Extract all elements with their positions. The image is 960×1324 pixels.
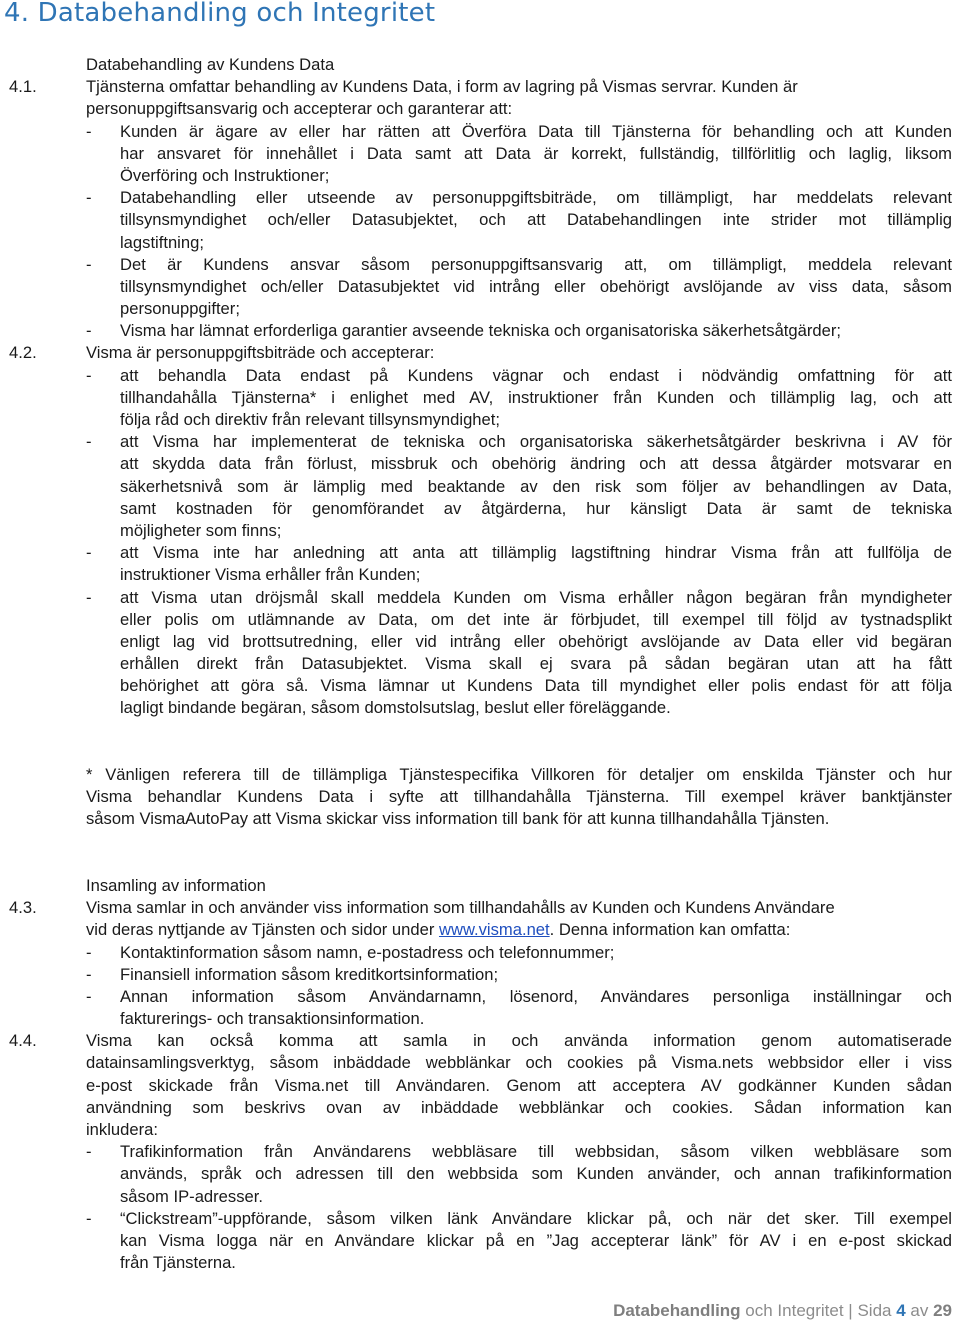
section-heading-text: Insamling av information: [86, 875, 266, 895]
bullet-item: - “Clickstream”-uppförande, såsom vilken länk Användare klickar på, och när det sker. Till exempel: [86, 1208, 952, 1228]
clause-4-4: 4.4. Visma kan också komma att samla in och använda information genom automatiserade: [0, 1030, 960, 1052]
bullet-item: - Kunden är ägare av eller har rätten att Överföra Data till Tjänsterna för behandling och att Kunden: [86, 121, 952, 141]
clause-number: 4.4.: [9, 1031, 37, 1051]
clause-4-2: 4.2. Visma är personuppgiftsbiträde och accepterar:: [0, 342, 960, 364]
page-total: 29: [933, 1301, 952, 1320]
document-body: Databehandling av Kundens Data 4.1. Tjänsterna omfattar behandling av Kundens Data, i form av lagring på Vismas servrar. Kunden är personuppgiftsansvarig och accepterar och garanterar att: - Kunden är ägare av eller har rätten att Överföra Data till Tjänsterna för behandling och att Kunden har ansvaret för innehållet i Data samt att Data är korrekt, fullständig, tillförlitlig och laglig, liksom Överföring och Instruktioner; - Databehandling eller utseende av personuppgiftsbiträde, om tillämpligt, har meddelats relevant tillsynsmyndighet och/eller Datasubjektet, och att Databehandlingen inte strider mot tillämplig lagstiftning; - Det är Kundens ansvar såsom personuppgiftsansvarig att, om tillämpligt, meddela relevant tillsynsmyndighet och/eller Datasubjektet vid intrång eller obehörigt avslöjande av viss data, såsom personuppgifter; - Visma har lämnat erforderliga garantier avseende tekniska och organisatoriska säkerhetsåtgärder; 4.2. Visma är personuppgiftsbiträde och accepterar: - att behandla Data endast på Kundens vägnar och endast i nödvändig omfattning för att tillhandahålla Tjänsterna* i enlighet med AV, instruktioner från Kunden och tillämplig lag, och att följa råd och direktiv från relevant tillsynsmyndighet; - att Visma har implementerat de tekniska och organisatoriska säkerhetsåtgärder beskrivna i AV för att skydda data från förlust, missbruk och obehörig ändring och att dessa åtgärder motsvarar en säkerhetsnivå som är lämplig med beaktande av den risk som följer av behandlingen av Data, samt kostnaden för genomförandet av åtgärderna, hur känsligt Data är samt de tekniska möjligheter som finns; - att Visma inte har anledning att anta att tillämplig lagstiftning hindrar Visma från att fullfölja de instruktioner Visma erhåller från Kunden; - att Visma utan dröjsmål skall meddela Kunden om Visma erhåller någon begäran från myndigheter eller polis om utlämnande av Data, om det inte är förbjudet, till exempel till följd av tystnadsplikt enligt lag vid brottsutredning, eller vid intrång eller obehörigt avslöjande av Data eller vid begäran erhållen direkt från Datasubjektet. Visma skall ej svara på sådan begäran utan att ha fått behörighet att göra så. Visma lämnar ut Kundens Data till myndighet eller polis endast för att följa lagligt bindande begäran, såsom domstolsutslag, beslut eller föreläggande. * Vänligen referera till de tillämpliga Tjänstespecifika Villkoren för detaljer om enskilda Tjänster och hur Visma behandlar Kundens Data i syfte att tillhandahålla Tjänsterna. Till exempel kräver banktjänster såsom VismaAutoPay att Visma skickar viss information till bank för att kunna tillhandahålla Tjänsten. Insamling av information 4.3. Visma samlar in och använder viss information som tillhandahålls av Kunden och Kundens Användare vid deras nyttjande av Tjänsten och sidor under www.visma.net. Denna information kan omfatta: - Kontaktinformation såsom namn, e-postadress och telefonnummer; - Finansiell information såsom kreditkortsinformation; - Annan information såsom Användarnamn, lösenord, Användares personliga inställningar och fakturerings- och transaktionsinformation. 4.4. Visma kan också komma att samla in och använda information genom automatiserade datainsamlingsverktyg, såsom inbäddade webblänkar och cookies på Visma.nets webbsidor eller i viss e-post skickade från Visma.net till Användaren. Genom att acceptera AV godkänner Kunden sådan användning som beskrivs ovan av inbäddade webblänkar och cookies. Sådan information kan inkludera: - Trafikinformation från Användarens webbläsare till webbsidan, såsom vilken webbläsare som används, språk och adressen till den webbsida som Kunden använder, och annan trafikinformation såsom IP-adresser. - “Clickstream”-uppförande, såsom vilken länk Användare klickar på, och när det sker. Till exempel kan Visma logga när en Användare klickar på en ”Jag accepterar länk” för AV i en e-post skickad från Tjänsterna.: [0, 54, 960, 1274]
bullet-item: - att behandla Data endast på Kundens vägnar och endast i nödvändig omfattning för att: [86, 365, 952, 385]
bullet-item: - att Visma inte har anledning att anta att tillämplig lagstiftning hindrar Visma från att fullfölja de: [86, 543, 952, 563]
page-title: 4. Databehandling och Integritet: [4, 0, 436, 28]
bullet-item: - Trafikinformation från Användarens webbläsare till webbsidan, såsom vilken webbläsare som: [86, 1142, 952, 1162]
clause-number: 4.3.: [9, 898, 37, 918]
section-heading-4-3: [0, 875, 960, 897]
bullet-item: - Kontaktinformation såsom namn, e-postadress och telefonnummer;: [86, 942, 615, 962]
bullet-item: - Det är Kundens ansvar såsom personuppgiftsansvarig att, om tillämpligt, meddela relevant: [86, 254, 952, 274]
clause-number: 4.2.: [9, 343, 37, 363]
bullet-item: - Annan information såsom Användarnamn, lösenord, Användares personliga inställningar och: [86, 986, 952, 1006]
clause-4-3: 4.3. Visma samlar in och använder viss information som tillhandahålls av Kunden och Kundens Användare: [0, 897, 960, 919]
bullet-item: - Databehandling eller utseende av personuppgiftsbiträde, om tillämpligt, har meddelats relevant: [86, 188, 952, 208]
footer-title: Databehandling: [613, 1301, 741, 1320]
section-heading-text: Databehandling av Kundens Data: [86, 55, 335, 74]
section-heading-4-1: [0, 54, 960, 76]
bullet-item: - att Visma utan dröjsmål skall meddela Kunden om Visma erhåller någon begäran från myndigheter: [86, 587, 952, 607]
footnote: * Vänligen referera till de tillämpliga Tjänstespecifika Villkoren för detaljer om enskilda Tjänster och hur: [86, 765, 952, 785]
clause-4-1: 4.1. Tjänsterna omfattar behandling av Kundens Data, i form av lagring på Vismas servrar. Kunden är: [0, 76, 960, 98]
bullet-item: - att Visma har implementerat de tekniska och organisatoriska säkerhetsåtgärder beskrivna i AV för: [86, 432, 952, 452]
visma-net-link[interactable]: www.visma.net: [438, 920, 550, 940]
bullet-item: - Visma har lämnat erforderliga garantier avseende tekniska och organisatoriska säkerhetsåtgärder;: [86, 321, 841, 341]
page-number: 4: [896, 1301, 906, 1320]
page-footer: Databehandling och Integritet | Sida 4 av 29: [613, 1301, 952, 1320]
bullet-item: - Finansiell information såsom kreditkortsinformation;: [86, 964, 499, 984]
clause-number: 4.1.: [9, 77, 37, 97]
